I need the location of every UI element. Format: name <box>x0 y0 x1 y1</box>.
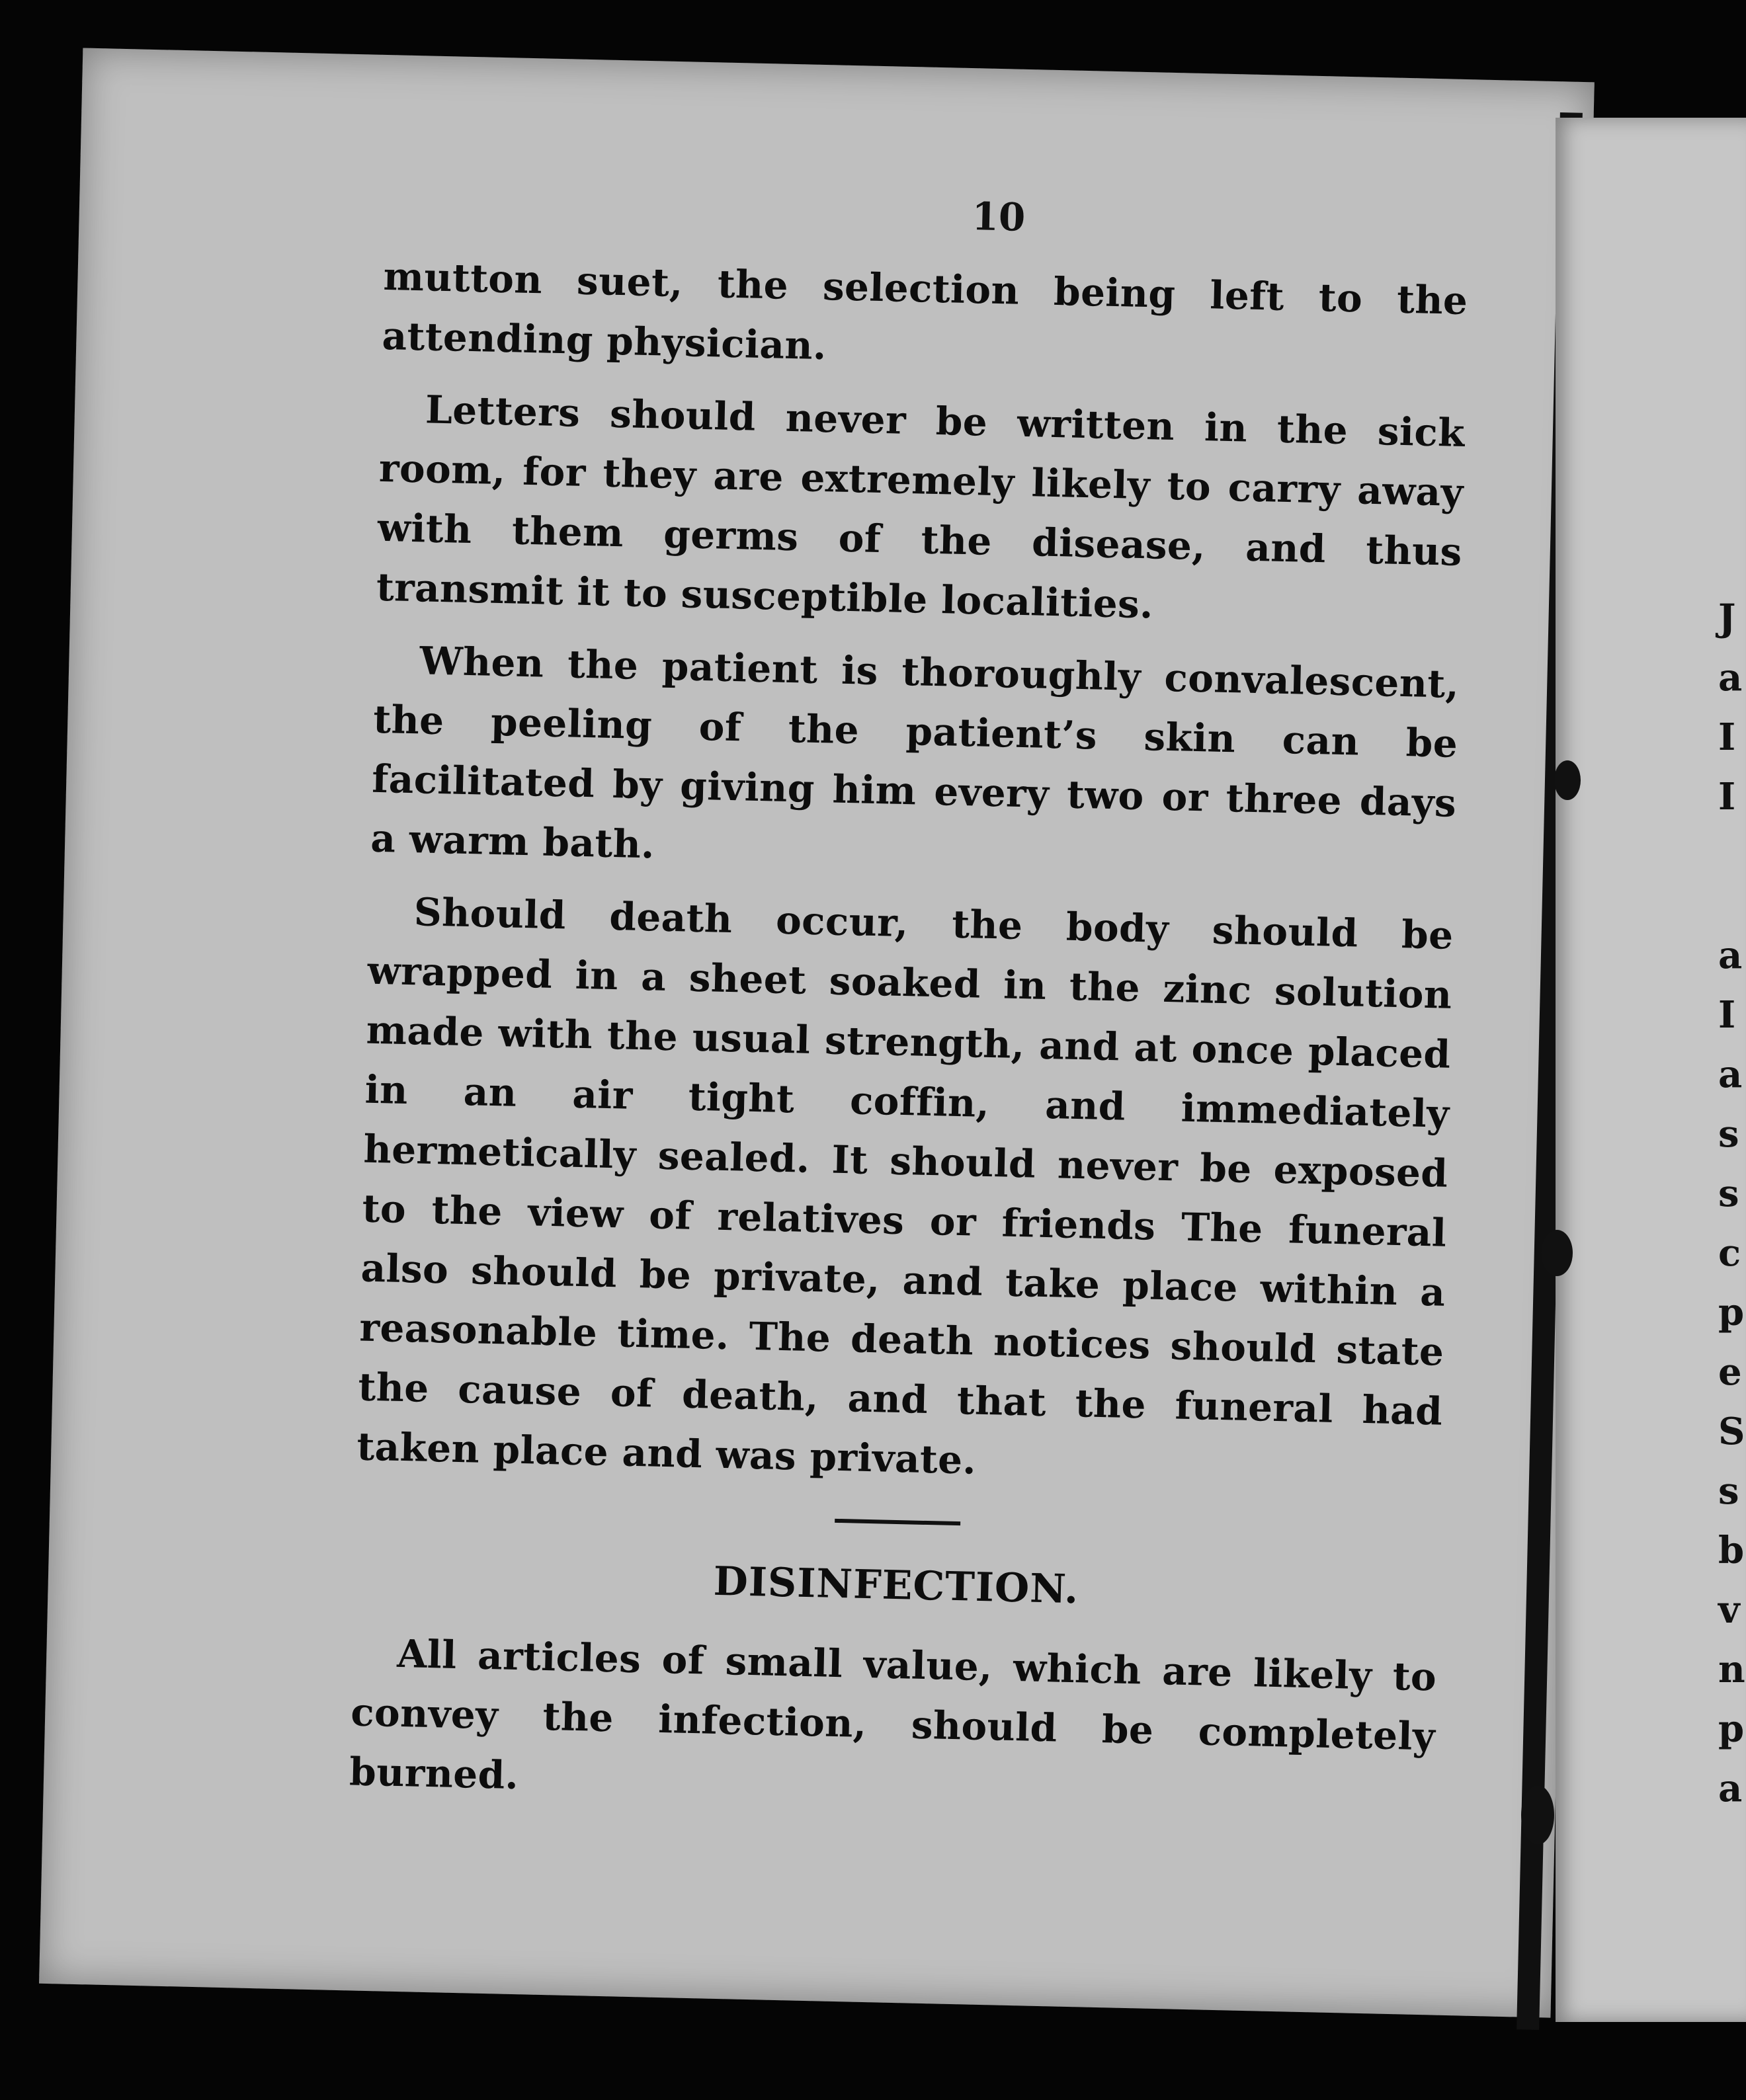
right-letter: b <box>1718 1529 1745 1572</box>
right-letter: a <box>1718 656 1743 700</box>
paragraph: When the patient is thoroughly convalescent, the peeling of the patient’s skin can be facilitated by giving him every two or three days a warm bath. <box>370 638 1460 868</box>
right-letter: I <box>1718 775 1736 819</box>
binding-hole-mark <box>1521 1785 1554 1845</box>
paragraph: All articles of small value, which are likely to convey the infection, should be completely burned. <box>349 1631 1437 1798</box>
right-letter: a <box>1718 1053 1743 1096</box>
right-letter: p <box>1718 1707 1745 1751</box>
right-letter: S <box>1718 1410 1745 1453</box>
section-divider <box>835 1519 960 1525</box>
body-text <box>349 247 1468 1839</box>
binding-hole-mark <box>1541 1230 1573 1276</box>
right-letter: v <box>1718 1588 1740 1632</box>
right-letter: s <box>1718 1112 1739 1156</box>
right-letter: n <box>1718 1648 1745 1691</box>
right-letter: c <box>1718 1231 1741 1275</box>
right-letter: p <box>1718 1291 1745 1334</box>
left-page <box>39 48 1595 2018</box>
paragraph: Should death occur, the body should be wrapped in a sheet soaked in the zinc solution made with the usual strength, and at once placed in an air tight coffin, and immediately hermetically sealed. It should never be exposed to the view of relatives or friends The funeral also should be private, and take place within a reasonable time. The death notices should state the cause of death, and that the funeral had taken place and was private. <box>356 889 1454 1483</box>
right-page-letters <box>1718 132 1746 1818</box>
paragraph: Letters should never be written in the sick room, for they are extremely likely to carry away with them germs of the disease, and thus transmit it to susceptible localities. <box>376 387 1466 627</box>
right-page-edge <box>1556 118 1746 2022</box>
paragraph: mutton suet, the selection being left to the attending physician. <box>381 253 1469 369</box>
right-letter: a <box>1718 934 1743 977</box>
right-letter: J <box>1718 596 1736 640</box>
right-letter: s <box>1718 1172 1739 1215</box>
right-letter: a <box>1718 1767 1743 1810</box>
right-letter: I <box>1718 715 1736 759</box>
binding-hole-mark <box>1554 760 1581 800</box>
right-letter: s <box>1718 1469 1739 1513</box>
page-number: 10 <box>971 194 1026 240</box>
right-letter: e <box>1718 1350 1742 1394</box>
section-heading: DISINFECTION. <box>713 1558 1079 1613</box>
right-letter: I <box>1718 993 1736 1037</box>
